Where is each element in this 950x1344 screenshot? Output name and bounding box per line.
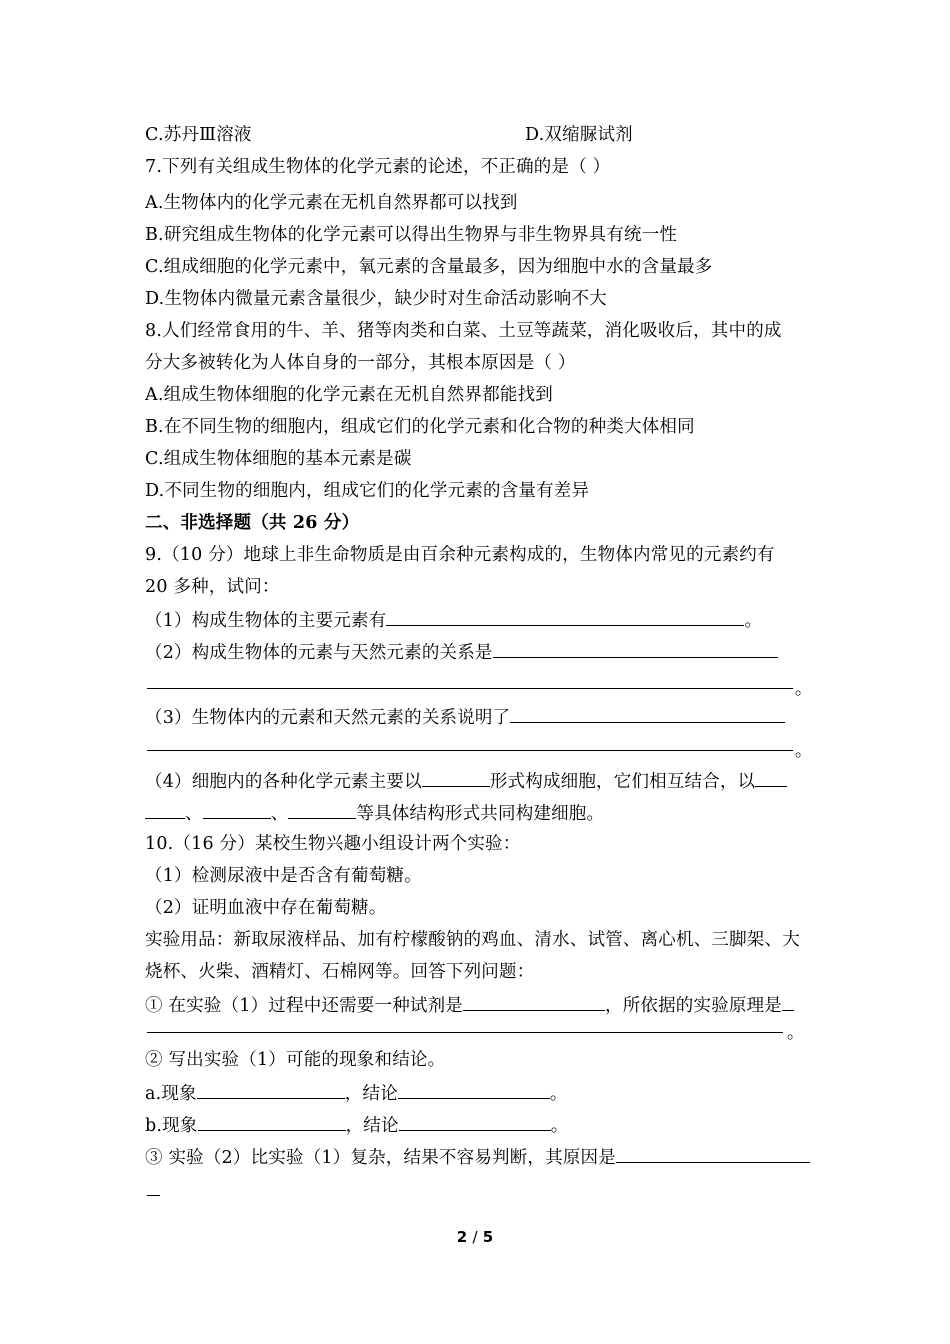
q9-part4-sep1: 、: [185, 804, 203, 824]
q9-part1-period: 。: [744, 611, 763, 631]
q9-answer-blank-4c[interactable]: [203, 799, 271, 819]
q9-part1: [145, 606, 810, 634]
q9-part4-sep2: 、: [270, 804, 289, 824]
q9-stem-line1: 9.（10 分）地球上非生命物质是由百余种元素构成的，生物体内常见的元素约有: [145, 545, 775, 565]
q10-exp2: （2）证明血液中存在葡萄糖。: [145, 898, 387, 918]
q6-option-c: C.苏丹Ⅲ溶液: [145, 125, 252, 145]
q10-subq1: [145, 991, 810, 1019]
q9-part3-text: （3）生物体内的元素和天然元素的关系说明了: [145, 708, 511, 728]
q9-part4-text-b: 形式构成细胞，它们相互结合，以: [489, 772, 756, 792]
q9-answer-line-2b[interactable]: [147, 688, 793, 689]
page-number: [0, 1228, 950, 1246]
q10-exp1: （1）检测尿液中是否含有葡萄糖。: [145, 866, 422, 886]
q9-part4-line1: [145, 767, 810, 795]
q8-stem-line1: 8.人们经常食用的牛、羊、猪等肉类和白菜、土豆等蔬菜，消化吸收后，其中的成: [145, 321, 782, 341]
q8-option-d: D.不同生物的细胞内，组成它们的化学元素的含量有差异: [145, 481, 590, 501]
q10-subq1-period: 。: [787, 1023, 804, 1043]
q10-subq1-text-a: ① 在实验（1）过程中还需要一种试剂是: [145, 996, 463, 1016]
q9-answer-blank-4b-cont[interactable]: [145, 799, 185, 819]
q9-part2: [145, 638, 810, 666]
q10-subq2: ② 写出实验（1）可能的现象和结论。: [145, 1050, 446, 1070]
q9-stem-line2: 20 多种，试问：: [145, 577, 280, 597]
q9-part4-line2: [145, 799, 810, 827]
q10-answer-blank-conclusion-b[interactable]: [399, 1111, 551, 1131]
q10-subq3: [145, 1143, 810, 1171]
q10-result-a-label: a.现象: [145, 1084, 197, 1104]
section-title: 二、非选择题（共 26 分）: [145, 513, 360, 533]
q10-answer-line-reason-b[interactable]: [147, 1195, 160, 1196]
q10-answer-blank-reagent[interactable]: [463, 991, 605, 1011]
q10-materials-line1: 实验用品：新取尿液样品、加有柠檬酸钠的鸡血、清水、试管、离心机、三脚架、大: [145, 930, 800, 950]
q9-part4-end: 等具体结构形式共同构建细胞。: [356, 804, 605, 824]
q9-part2-period: 。: [795, 679, 812, 699]
q10-answer-line-principle[interactable]: [147, 1032, 783, 1033]
q9-part2-text: （2）构成生物体的元素与天然元素的关系是: [145, 643, 493, 663]
q10-result-b-label: b.现象: [145, 1116, 198, 1136]
q10-materials-line2: 烧杯、火柴、酒精灯、石棉网等。回答下列问题：: [145, 962, 535, 982]
q9-answer-blank-1[interactable]: [386, 606, 744, 626]
q9-part3-period: 。: [795, 741, 812, 761]
page-current: 2: [456, 1228, 468, 1246]
q10-result-a: [145, 1079, 810, 1107]
q9-answer-blank-4d[interactable]: [288, 799, 356, 819]
q7-option-d: D.生物体内微量元素含量很少，缺少时对生命活动影响不大: [145, 289, 607, 309]
q7-option-b: B.研究组成生物体的化学元素可以得出生物界与非生物界具有统一性: [145, 225, 678, 245]
q10-result-b-conclusion-label: ，结论: [345, 1116, 399, 1136]
q10-result-b: [145, 1111, 810, 1139]
q9-part3: [145, 703, 810, 731]
q9-answer-blank-3a[interactable]: [510, 703, 785, 723]
q9-part4-text-a: （4）细胞内的各种化学元素主要以: [145, 772, 422, 792]
q10-answer-blank-conclusion-a[interactable]: [398, 1079, 550, 1099]
q10-answer-blank-principle-a[interactable]: [782, 991, 794, 1011]
q6-option-d: D.双缩脲试剂: [525, 125, 633, 145]
q10-result-a-conclusion-label: ，结论: [344, 1084, 398, 1104]
q10-answer-blank-phenomenon-a[interactable]: [197, 1079, 345, 1099]
q6-options-row: [145, 122, 810, 148]
q10-answer-blank-reason-a[interactable]: [616, 1143, 810, 1163]
q10-subq1-text-b: ，所依据的实验原理是: [605, 996, 782, 1016]
q9-answer-line-3b[interactable]: [147, 750, 793, 751]
q8-option-a: A.组成生物体细胞的化学元素在无机自然界都能找到: [145, 385, 553, 405]
q10-subq3-text: ③ 实验（2）比实验（1）复杂，结果不容易判断，其原因是: [145, 1148, 616, 1168]
q8-option-b: B.在不同生物的细胞内，组成它们的化学元素和化合物的种类大体相同: [145, 417, 695, 437]
q10-result-a-period: 。: [549, 1084, 568, 1104]
q7-stem: 7.下列有关组成生物体的化学元素的论述，不正确的是（ ）: [145, 157, 611, 177]
page-total: 5: [482, 1228, 494, 1246]
q8-option-c: C.组成生物体细胞的基本元素是碳: [145, 449, 412, 469]
q9-part1-text: （1）构成生物体的主要元素有: [145, 611, 387, 631]
q8-stem-line2: 分大多被转化为人体自身的一部分，其根本原因是（ ）: [145, 353, 576, 373]
q7-option-a: A.生物体内的化学元素在无机自然界都可以找到: [145, 193, 518, 213]
q10-stem: 10.（16 分）某校生物兴趣小组设计两个实验：: [145, 834, 521, 854]
q9-answer-blank-4b[interactable]: [755, 767, 787, 787]
q9-answer-blank-2a[interactable]: [493, 638, 778, 658]
q9-answer-blank-4a[interactable]: [422, 767, 490, 787]
q7-option-c: C.组成细胞的化学元素中，氧元素的含量最多，因为细胞中水的含量最多: [145, 257, 713, 277]
q10-answer-blank-phenomenon-b[interactable]: [198, 1111, 346, 1131]
q10-result-b-period: 。: [550, 1116, 569, 1136]
page-separator: /: [472, 1228, 478, 1246]
